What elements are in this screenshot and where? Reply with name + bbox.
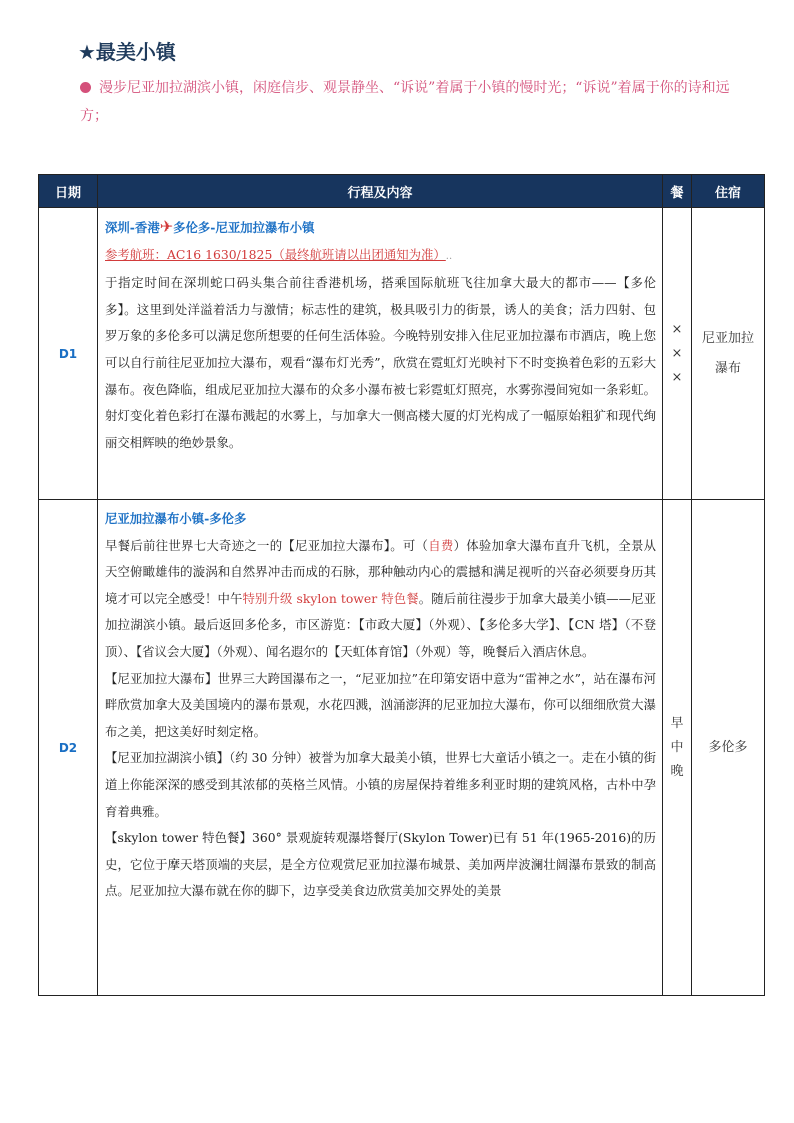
route-title-d1 xyxy=(105,214,656,242)
hotel-d2: 多伦多 xyxy=(692,500,765,996)
meal-lunch-d2: 中 xyxy=(670,739,684,755)
itinerary-cell-d2 xyxy=(98,500,663,996)
d2-p1-part-a: 早餐后前往世界七大奇迹之一的【尼亚加拉大瀑布】。可（ xyxy=(105,537,429,553)
route-origin-d1: 深圳-香港 xyxy=(105,220,160,235)
header-meal: 餐 xyxy=(663,175,692,208)
header-hotel: 住宿 xyxy=(692,175,765,208)
meal-dinner-d2: 晚 xyxy=(670,763,684,779)
bullet-dot-icon xyxy=(80,82,91,93)
meal-lunch-d1: × xyxy=(671,345,683,361)
day-label-d2: D2 xyxy=(39,500,98,996)
description-d2-p1 xyxy=(105,533,656,666)
d2-p1-upgrade: 特别升级 skylon tower 特色餐 xyxy=(242,590,419,606)
meals-d2 xyxy=(663,500,692,996)
flight-info xyxy=(105,242,656,271)
flight-text: 参考航班：AC16 1630/1825（最终航班请以出团通知为准） xyxy=(105,246,446,262)
table-row-d2 xyxy=(39,500,765,996)
description-d2-p3: 【尼亚加拉湖滨小镇】（约 30 分钟）被誉为加拿大最美小镇，世界七大童话小镇之一。走在小镇的街道上你能深深的感受到其浓郁的英格兰风情。小镇的房屋保持着维多利亚时期的建筑风格，古朴中孕育着典雅。 xyxy=(105,750,656,819)
route-title-d2: 尼亚加拉瀑布小镇-多伦多 xyxy=(105,511,247,526)
day-label-d1: D1 xyxy=(39,208,98,500)
table-row-d1 xyxy=(39,208,765,500)
itinerary-cell-d1 xyxy=(98,208,663,500)
meal-breakfast-d2: 早 xyxy=(670,715,684,731)
intro-text xyxy=(80,74,740,130)
page-title: ★最美小镇 xyxy=(78,40,176,64)
hotel-d1-line2: 瀑布 xyxy=(714,360,741,376)
d2-p1-self-pay: 自费 xyxy=(428,537,454,553)
meal-dinner-d1: × xyxy=(671,369,683,385)
intro-sentence: 漫步尼亚加拉湖滨小镇，闲庭信步、观景静坐、“诉说”着属于小镇的慢时光；“诉说”着属于你的诗和远方； xyxy=(80,80,730,124)
d2-p1-part-c: 。随后前往漫步于加拿大最美小镇——尼亚加拉湖滨小镇。最后返回多伦多，市区游览：【市政大厦】（外观）、【多伦多大学】、【CN 塔】（不登顶）、【省议会大厦】（外观）、闻名遐尔的【天虹体育馆】（外观）等，晚餐后入酒店休息。 xyxy=(105,590,656,659)
hotel-d1-line1: 尼亚加拉 xyxy=(701,330,754,346)
itinerary-table xyxy=(38,174,765,996)
description-d1: 于指定时间在深圳蛇口码头集合前往香港机场，搭乘国际航班飞往加拿大最大的都市——【多伦多】。这里到处洋溢着活力与激情；标志性的建筑，极具吸引力的街景，诱人的美食；活力四射、包罗万象的多伦多可以满足您所想要的任何生活体验。今晚特别安排入住尼亚加拉瀑布市酒店，晚上您可以自行前往尼亚加拉大瀑布，观看“瀑布灯光秀”，欣赏在霓虹灯光映衬下不时变换着色彩的五彩大瀑布。夜色降临，组成尼亚加拉大瀑布的众多小瀑布被七彩霓虹灯照亮，水雾弥漫间宛如一条彩虹。射灯变化着色彩打在瀑布溅起的水雾上，与加拿大一侧高楼大厦的灯光构成了一幅原始粗犷和现代绚丽交相辉映的绝妙景象。 xyxy=(105,275,656,450)
description-d2-p4: 【skylon tower 特色餐】360° 景观旋转观瀑塔餐厅(Skylon Tower)已有 51 年(1965-2016)的历史，它位于摩天塔顶端的夹层，是全方位观赏尼亚加拉瀑布城景、美加两岸波澜壮阔瀑布景致的制高点。尼亚加拉大瀑布就在你的脚下，边享受美食边欣赏美加交界处的美景 xyxy=(105,830,656,899)
d2-p1-part-b: ）体验加拿大瀑布直升飞机，全景从天空俯瞰雄伟的漩涡和自然界冲击而成的石脉，那种触动内心的震撼和满足视听的兴奋必须要身历其境才可以完全感受！中午 xyxy=(105,537,656,606)
table-header-row xyxy=(39,175,765,208)
hotel-d1 xyxy=(692,208,765,500)
plane-icon: ✈ xyxy=(159,217,174,236)
flight-tail: .. xyxy=(445,250,453,262)
route-destination-d1: 多伦多-尼亚加拉瀑布小镇 xyxy=(173,220,315,235)
description-d2-p2: 【尼亚加拉大瀑布】世界三大跨国瀑布之一，“尼亚加拉”在印第安语中意为“雷神之水”，站在瀑布河畔欣赏加拿大及美国境内的瀑布景观，水花四溅，汹涌澎湃的尼亚加拉大瀑布，你可以细细欣赏大瀑布之美，把这美好时刻定格。 xyxy=(105,670,656,739)
meals-d1 xyxy=(663,208,692,500)
header-itinerary: 行程及内容 xyxy=(98,175,663,208)
meal-breakfast-d1: × xyxy=(671,321,683,337)
header-day: 日期 xyxy=(39,175,98,208)
